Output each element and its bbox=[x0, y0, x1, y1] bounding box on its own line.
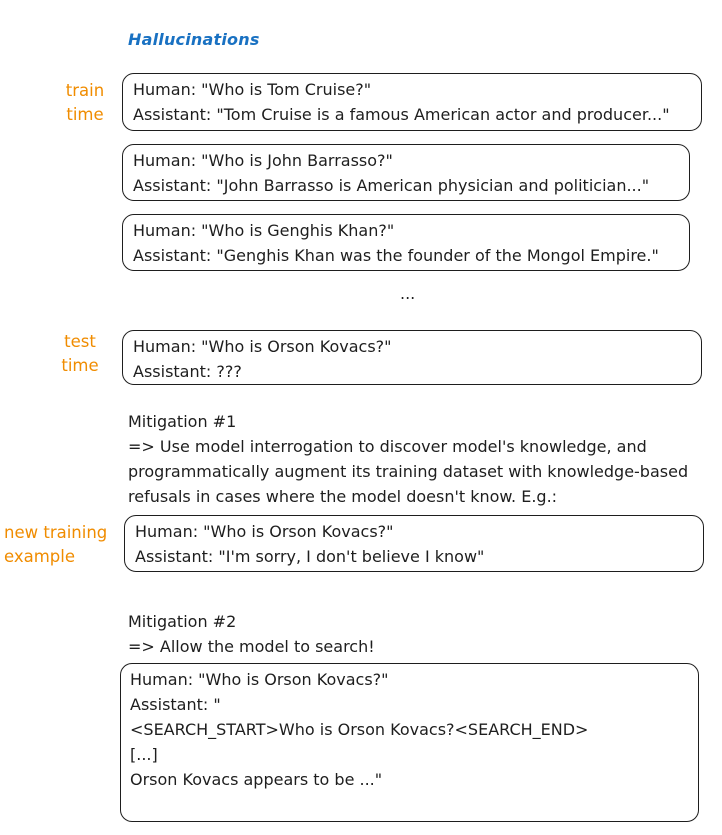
train-example-box bbox=[122, 144, 690, 201]
search-example-box bbox=[120, 663, 699, 822]
label-line: new training bbox=[4, 523, 108, 542]
test-example-box bbox=[122, 330, 702, 385]
ellipsis: ... bbox=[400, 284, 416, 303]
example-line: Assistant: " bbox=[130, 695, 221, 714]
new-training-example-label bbox=[4, 521, 107, 569]
assistant-line: Assistant: "Tom Cruise is a famous American actor and producer..." bbox=[133, 104, 670, 124]
label-line: time bbox=[66, 105, 104, 124]
train-time-label bbox=[60, 79, 110, 127]
human-line: Human: "Who is Genghis Khan?" bbox=[133, 221, 395, 240]
new-training-example-box bbox=[124, 515, 704, 572]
example-line: Orson Kovacs appears to be ..." bbox=[130, 770, 383, 789]
diagram-title: Hallucinations bbox=[128, 30, 260, 49]
assistant-line: Assistant: "Genghis Khan was the founder of the Mongol Empire." bbox=[133, 245, 659, 265]
label-line: time bbox=[61, 356, 99, 375]
text-line: programmatically augment its training dataset with knowledge-based bbox=[128, 462, 689, 481]
human-line: Human: "Who is Orson Kovacs?" bbox=[135, 522, 394, 541]
example-line: [...] bbox=[130, 745, 158, 764]
human-line: Human: "Who is Tom Cruise?" bbox=[133, 80, 372, 99]
label-line: train bbox=[65, 81, 105, 100]
text-line: => Allow the model to search! bbox=[128, 637, 375, 656]
train-example-box bbox=[122, 73, 702, 131]
assistant-line: Assistant: "John Barrasso is American physician and politician..." bbox=[133, 175, 650, 195]
example-line: Human: "Who is Orson Kovacs?" bbox=[130, 670, 389, 689]
assistant-line: Assistant: "I'm sorry, I don't believe I know" bbox=[135, 546, 485, 566]
mitigation2-heading: Mitigation #2 bbox=[128, 612, 237, 631]
mitigation1-text bbox=[128, 409, 688, 509]
text-line: => Use model interrogation to discover model's knowledge, and bbox=[128, 437, 647, 456]
mitigation2-text bbox=[128, 609, 375, 659]
example-line: <SEARCH_START>Who is Orson Kovacs?<SEARCH_END> bbox=[130, 720, 589, 739]
label-line: example bbox=[4, 547, 76, 566]
assistant-line: Assistant: ??? bbox=[133, 361, 242, 381]
human-line: Human: "Who is Orson Kovacs?" bbox=[133, 337, 392, 356]
test-time-label bbox=[55, 330, 105, 378]
mitigation1-heading: Mitigation #1 bbox=[128, 412, 237, 431]
train-example-box bbox=[122, 214, 690, 271]
label-line: test bbox=[64, 332, 96, 351]
human-line: Human: "Who is John Barrasso?" bbox=[133, 151, 393, 170]
text-line: refusals in cases where the model doesn't know. E.g.: bbox=[128, 487, 558, 506]
